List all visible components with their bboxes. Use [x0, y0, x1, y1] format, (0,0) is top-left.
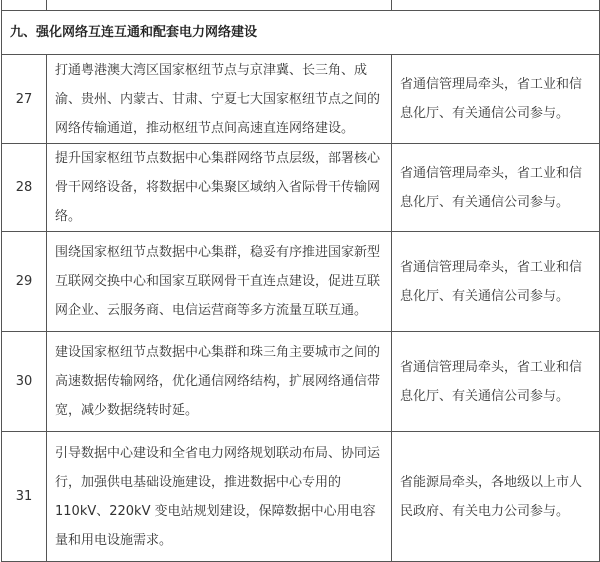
task-description: 引导数据中心建设和全省电力网络规划联动布局、协同运行，加强供电基础设施建设，推进数据中心专用的 110kV、220kV 变电站规划建设，保障数据中心用电容量和用电设施需求。	[47, 432, 392, 562]
row-number: 28	[2, 144, 47, 232]
top-cell	[47, 0, 392, 11]
row-number: 31	[2, 432, 47, 562]
table-row	[2, 55, 600, 144]
task-description: 打通粤港澳大湾区国家枢纽节点与京津冀、长三角、成渝、贵州、内蒙古、甘肃、宁夏七大国家枢纽节点之间的网络传输通道，推动枢纽节点间高速直连网络建设。	[47, 55, 392, 144]
responsible-units: 省通信管理局牵头，省工业和信息化厅、有关通信公司参与。	[392, 332, 600, 432]
row-number: 27	[2, 55, 47, 144]
task-description: 围绕国家枢纽节点数据中心集群，稳妥有序推进国家新型互联网交换中心和国家互联网骨干直连点建设，促进互联网企业、云服务商、电信运营商等多方流量互联互通。	[47, 232, 392, 332]
table-row	[2, 232, 600, 332]
table-row	[2, 432, 600, 562]
task-description: 建设国家枢纽节点数据中心集群和珠三角主要城市之间的高速数据传输网络，优化通信网络结构，扩展网络通信带宽，减少数据绕转时延。	[47, 332, 392, 432]
top-cell	[392, 0, 600, 11]
responsible-units: 省通信管理局牵头，省工业和信息化厅、有关通信公司参与。	[392, 55, 600, 144]
row-number: 29	[2, 232, 47, 332]
responsible-units: 省能源局牵头，各地级以上市人民政府、有关电力公司参与。	[392, 432, 600, 562]
table-top-row	[2, 0, 600, 11]
task-description: 提升国家枢纽节点数据中心集群网络节点层级，部署核心骨干网络设备，将数据中心集聚区域纳入省际骨干传输网络。	[47, 144, 392, 232]
task-table	[1, 0, 600, 562]
responsible-units: 省通信管理局牵头，省工业和信息化厅、有关通信公司参与。	[392, 144, 600, 232]
top-cell	[2, 0, 47, 11]
table-row	[2, 144, 600, 232]
table-row	[2, 332, 600, 432]
section-title: 九、强化网络互连互通和配套电力网络建设	[2, 11, 600, 55]
responsible-units: 省通信管理局牵头，省工业和信息化厅、有关通信公司参与。	[392, 232, 600, 332]
section-header-row	[2, 11, 600, 55]
row-number: 30	[2, 332, 47, 432]
